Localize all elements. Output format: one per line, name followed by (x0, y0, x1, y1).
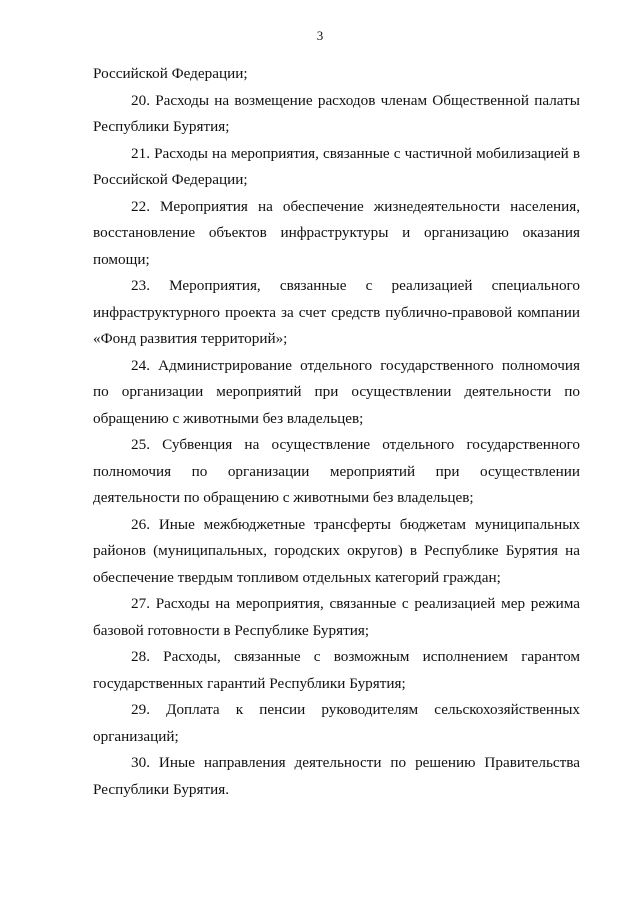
list-item-22-line-1: 22. Мероприятия на обеспечение жизнедеятельности населения, (131, 197, 580, 215)
list-item-23-line-1: 23. Мероприятия, связанные с реализацией специального (131, 277, 580, 294)
list-item-28-line-1: 28. Расходы, связанные с возможным исполнением гарантом (131, 648, 580, 665)
list-item-27-line-1: 27. Расходы на мероприятия, связанные с реализацией мер режима (131, 595, 580, 612)
list-item-26-line-3: обеспечение твердым топливом отдельных категорий граждан; (93, 568, 501, 586)
list-item-29-line-1: 29. Доплата к пенсии руководителям сельскохозяйственных (131, 701, 580, 718)
list-item-26-line-1: 26. Иные межбюджетные трансферты бюджетам муниципальных (131, 515, 580, 533)
list-item-26-line-2: районов (муниципальных, городских округов) в Республике Бурятия на (93, 542, 580, 559)
list-item-23-line-2: инфраструктурного проекта за счет средств публично-правовой компании (93, 303, 580, 321)
list-item-21-line-1: 21. Расходы на мероприятия, связанные с частичной мобилизацией в (131, 144, 580, 162)
list-item-29-line-2: организаций; (93, 727, 179, 745)
list-item-20-line-2: Республики Бурятия; (93, 118, 230, 135)
list-item-24-line-1: 24. Администрирование отдельного государственного полномочия (131, 356, 580, 374)
text-line: Российской Федерации; (93, 65, 248, 82)
list-item-24-line-2: по организации мероприятий при осуществлении деятельности по (93, 383, 580, 400)
list-item-20-line-1: 20. Расходы на возмещение расходов членам Общественной палаты (131, 91, 580, 109)
list-item-22-line-3: помощи; (93, 250, 150, 268)
list-item-24-line-3: обращению с животными без владельцев; (93, 409, 364, 427)
list-item-25-line-2: полномочия по организации мероприятий при осуществлении (93, 462, 580, 480)
list-item-25-line-3: деятельности по обращению с животными без владельцев; (93, 489, 474, 506)
list-item-27-line-2: базовой готовности в Республике Бурятия; (93, 621, 370, 639)
list-item-28-line-2: государственных гарантий Республики Бурятия; (93, 674, 406, 692)
list-item-30-line-1: 30. Иные направления деятельности по решению Правительства (131, 754, 580, 771)
page-number: 3 (316, 28, 324, 43)
document-body (93, 61, 580, 803)
list-item-22-line-2: восстановление объектов инфраструктуры и организацию оказания (93, 224, 580, 241)
list-item-30-line-2: Республики Бурятия. (93, 780, 230, 798)
list-item-25-line-1: 25. Субвенция на осуществление отдельного государственного (131, 436, 580, 453)
list-item-23-line-3: «Фонд развития территорий»; (93, 330, 288, 347)
list-item-21-line-2: Российской Федерации; (93, 171, 248, 188)
